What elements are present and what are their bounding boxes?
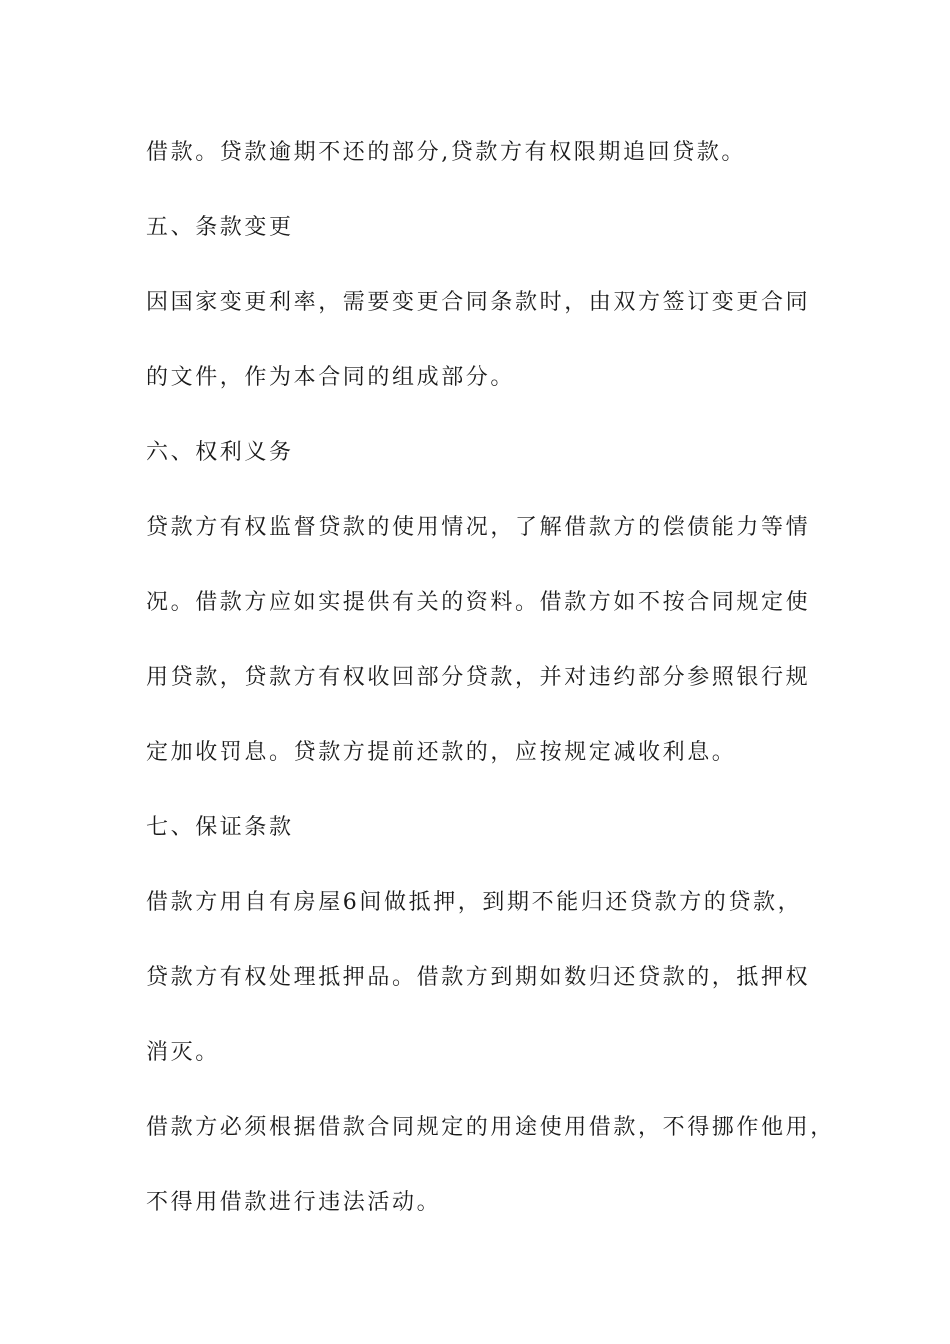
section-heading-guarantee-terms: 七、保证条款 <box>146 815 294 840</box>
paragraph-line: 贷款方有权监督贷款的使用情况，了解借款方的偿债能力等情 <box>146 515 811 540</box>
paragraph-line: 借款方用自有房屋6间做抵押，到期不能归还贷款方的贷款， <box>146 890 803 915</box>
section-heading-terms-change: 五、条款变更 <box>146 215 294 240</box>
paragraph-line: 用贷款，贷款方有权收回部分贷款，并对违约部分参照银行规 <box>146 665 811 690</box>
paragraph-line: 借款。贷款逾期不还的部分,贷款方有权限期追回贷款。 <box>146 140 746 165</box>
paragraph-line: 借款方必须根据借款合同规定的用途使用借款，不得挪作他用， <box>146 1115 835 1140</box>
document-body <box>146 132 835 1257</box>
paragraph-line: 定加收罚息。贷款方提前还款的，应按规定减收利息。 <box>146 740 737 765</box>
paragraph-line: 的文件，作为本合同的组成部分。 <box>146 365 516 390</box>
paragraph-line: 贷款方有权处理抵押品。借款方到期如数归还贷款的，抵押权 <box>146 965 811 990</box>
paragraph-line: 消灭。 <box>146 1040 220 1065</box>
paragraph-line: 因国家变更利率，需要变更合同条款时，由双方签订变更合同 <box>146 290 811 315</box>
section-heading-rights-obligations: 六、权利义务 <box>146 440 294 465</box>
paragraph-line: 不得用借款进行违法活动。 <box>146 1190 442 1215</box>
paragraph-line: 况。借款方应如实提供有关的资料。借款方如不按合同规定使 <box>146 590 811 615</box>
